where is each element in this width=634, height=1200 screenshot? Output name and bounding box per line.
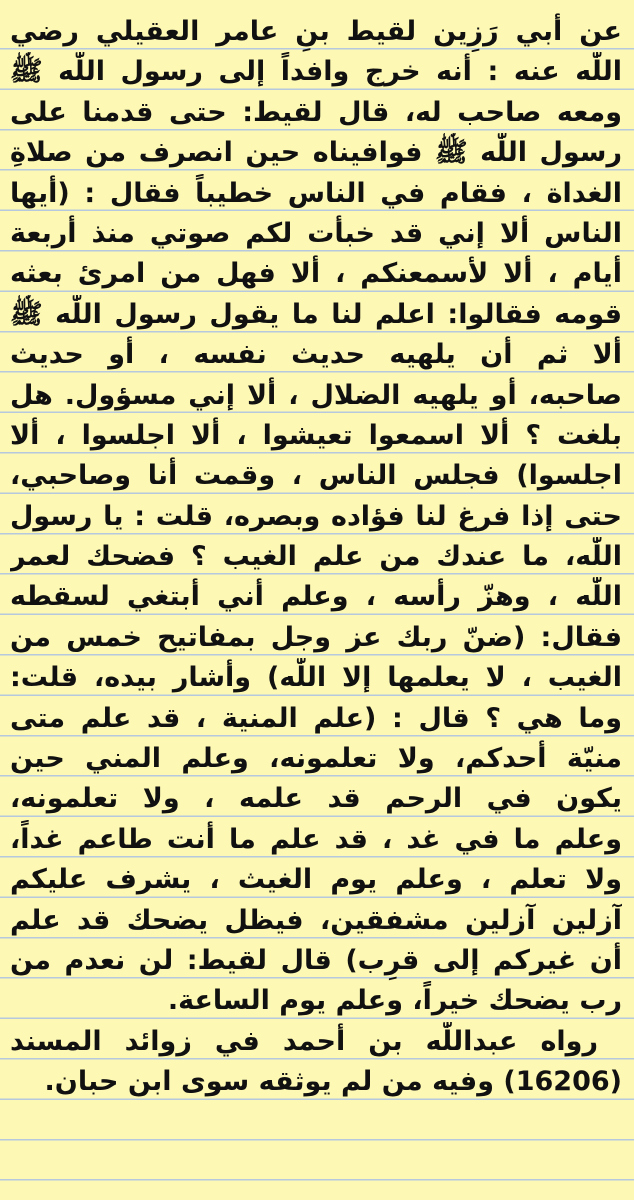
text-line: وما هي ؟ قال : (علم المنية ، قد علم متى xyxy=(10,702,622,734)
source-line: رواه عبداللّٰه بن أحمد في زوائد المسند xyxy=(10,1025,598,1057)
text-line: يكون في الرحم قد علمه ، ولا تعلمونه، xyxy=(10,783,622,815)
source-line: (16206) وفيه من لم يوثقه سوى ابن حبان. xyxy=(44,1066,622,1098)
text-line: قومه فقالوا: اعلم لنا ما يقول رسول اللّٰه ﷺ xyxy=(10,298,622,330)
text-line: بلغت ؟ ألا اسمعوا تعيشوا ، ألا اجلسوا ، ألا xyxy=(10,419,622,451)
text-line: حتى إذا فرغ لنا فؤاده وبصره، قلت : يا رسول xyxy=(10,500,622,532)
text-line: أيام ، ألا لأسمعنكم ، ألا فهل من امرئ بعثه xyxy=(10,258,622,290)
text-line: ومعه صاحب له، قال لقيط: حتى قدمنا على xyxy=(10,96,622,128)
text-line: آزلين آزلين مشفقين، فيظل يضحك قد علم xyxy=(10,904,622,936)
text-line: أن غيركم إلى قرِب) قال لقيط: لن نعدم من xyxy=(10,944,622,976)
text-line: صاحبه، أو يلهيه الضلال ، ألا إني مسؤول. هل xyxy=(10,379,622,411)
text-line: وعلم ما في غد ، قد علم ما أنت طاعم غداً، xyxy=(10,823,622,855)
text-line: عن أبي رَزِين لقيط بنِ عامر العقيلي رضي xyxy=(10,16,622,47)
text-line: رسول اللّٰه ﷺ فوافيناه حين انصرف من صلاةِ xyxy=(10,137,622,169)
text-line: اللّٰه عنه : أنه خرج وافداً إلى رسول اللّٰه ﷺ xyxy=(10,56,622,88)
text-line: فقال: (ضنّ ربك عز وجل بمفاتيح خمس من xyxy=(10,621,622,653)
hadith-text xyxy=(10,12,622,1103)
text-line: ألا ثم أن يلهيه حديث نفسه ، أو حديث xyxy=(10,339,622,371)
text-line: رب يضحك خيراً، وعلم يوم الساعة. xyxy=(167,985,622,1017)
text-line: الناس ألا إني قد خبأت لكم صوتي منذ أربعة xyxy=(10,217,622,249)
text-line: اللّٰه ، وهزّ رأسه ، وعلم أني أبتغي لسقطه xyxy=(10,581,622,613)
text-line: اجلسوا) فجلس الناس ، وقمت أنا وصاحبي، xyxy=(10,460,622,492)
text-line: منيّة أحدكم، ولا تعلمونه، وعلم المني حين xyxy=(10,743,622,775)
text-line: الغداة ، فقام في الناس خطيباً فقال : (أيها xyxy=(10,177,622,209)
text-line: الغيب ، لا يعلمها إلا اللّٰه) وأشار بيده، قلت: xyxy=(10,662,622,694)
text-line: ولا تعلم ، وعلم يوم الغيث ، يشرف عليكم xyxy=(10,864,622,896)
text-line: اللّٰه، ما عندك من علم الغيب ؟ فضحك لعمر xyxy=(10,541,622,573)
